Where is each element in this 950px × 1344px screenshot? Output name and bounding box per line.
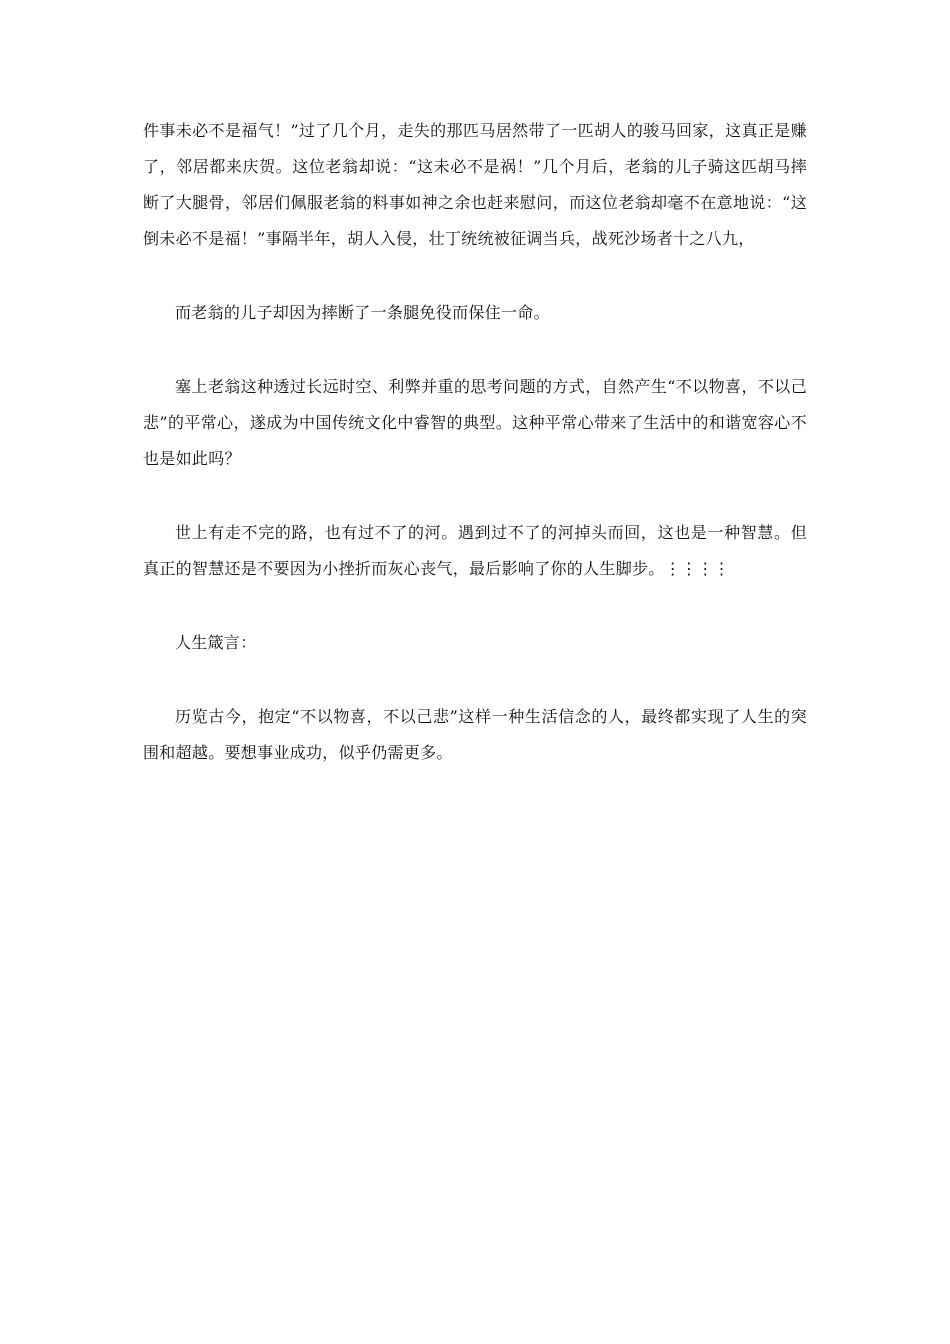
- paragraph-son-saved: 而老翁的儿子却因为摔断了一条腿免役而保住一命。: [175, 303, 550, 322]
- document-page: [143, 113, 807, 771]
- paragraph-equanimity: 塞上老翁这种透过长远时空、利弊并重的思考问题的方式，自然产生“不以物喜，不以己悲”的平常心，遂成为中国传统文化中睿智的典型。这种平常心带来了生活中的和谐宽容心不也是如此吗？: [143, 377, 807, 468]
- paragraph-gap: [143, 661, 807, 699]
- paragraph-gap: [143, 587, 807, 625]
- paragraph-motto-body: 历览古今，抱定“不以物喜，不以己悲”这样一种生活信念的人，最终都实现了人生的突围和超越。要想事业成功，似乎仍需更多。: [143, 707, 807, 762]
- paragraph-continuation: 件事未必不是福气！”过了几个月，走失的那匹马居然带了一匹胡人的骏马回家，这真正是赚了，邻居都来庆贺。这位老翁却说：“这未必不是祸！”几个月后，老翁的儿子骑这匹胡马摔断了大腿骨，邻居们佩服老翁的料事如神之余也赶来慰问，而这位老翁却毫不在意地说：“这倒未必不是福！”事隔半年，胡人入侵，壮丁统统被征调当兵，战死沙场者十之八九，: [143, 121, 807, 248]
- paragraph-gap: [143, 257, 807, 295]
- paragraph-gap: [143, 477, 807, 515]
- paragraph-motto-heading: 人生箴言：: [175, 633, 257, 652]
- paragraph-wisdom: 世上有走不完的路，也有过不了的河。遇到过不了的河掉头而回，这也是一种智慧。但真正的智慧还是不要因为小挫折而灰心丧气，最后影响了你的人生脚步。⋮⋮⋮⋮: [143, 523, 807, 578]
- paragraph-gap: [143, 331, 807, 369]
